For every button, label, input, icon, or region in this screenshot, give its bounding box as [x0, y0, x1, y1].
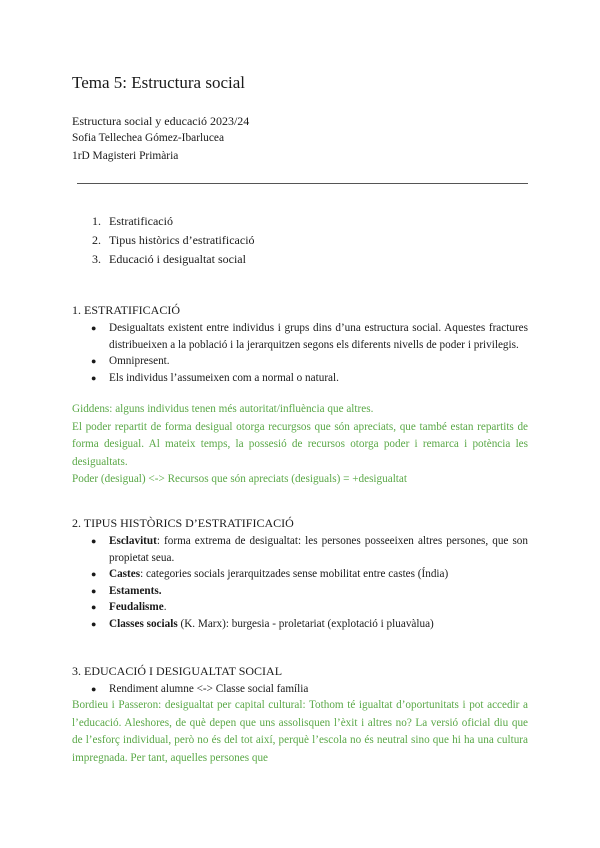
list-item: [72, 320, 528, 353]
bullet-icon: ●: [91, 372, 97, 383]
note-paragraph: Bordieu i Passeron: desigualtat per capital cultural: Tothom té igualtat d’oportunitats i pot accedir a l’educació. Aleshores, de què depen que uns assolisquen l’èxit i altres no? La versió oficial diu que de l’esforç individual, però no és del tot així, perquè l’escola no és neutral sino que hi ha una cultura impregnada. Per tant, aquelles persones que: [72, 699, 528, 764]
section-3-heading: 3. EDUCACIÓ I DESIGUALTAT SOCIAL: [72, 664, 283, 678]
list-item-text: : categories socials jerarquitzades sense mobilitat entre castes (Índia): [140, 568, 449, 580]
student-group: 1rD Magisteri Primària: [72, 150, 179, 162]
note-paragraph: El poder repartit de forma desigual otorga recurgsos que són apreciats, que també estan repartits de forma desigual. Al mateix temps, la possesió de recursos otorga poder i remarca i potència les desigualtats.: [72, 420, 528, 468]
bullet-icon: ●: [91, 684, 97, 694]
section-3-bullets: [72, 681, 528, 698]
list-item: [72, 599, 528, 616]
list-item: [72, 583, 528, 600]
list-item: [72, 681, 528, 698]
bullet-icon: ●: [91, 585, 97, 596]
bullet-icon: ●: [91, 536, 97, 546]
toc-number: 3.: [92, 252, 101, 266]
section-1-heading: 1. ESTRATIFICACIÓ: [72, 303, 181, 317]
list-item-term: Classes socials: [109, 617, 178, 630]
note-paragraph: Giddens: alguns individus tenen més autoritat/influència que altres.: [72, 403, 374, 415]
list-item-term: Estaments.: [109, 584, 162, 597]
bullet-icon: ●: [91, 569, 97, 579]
bullet-icon: ●: [91, 618, 97, 629]
bullet-icon: ●: [91, 356, 97, 366]
list-item: [72, 533, 528, 566]
note-paragraph: Poder (desigual) <-> Recursos que són apreciats (desiguals) = +desigualtat: [72, 473, 407, 485]
bullet-icon: ●: [91, 602, 97, 612]
table-of-contents: [72, 212, 255, 269]
section-1-notes: [72, 401, 528, 489]
course-name: Estructura social y educació 2023/24: [72, 114, 250, 128]
toc-item: [72, 250, 255, 269]
list-item-term: Esclavitut: [109, 535, 157, 547]
list-item-text: Rendiment alumne <-> Classe social família: [109, 683, 309, 695]
author-name: Sofia Tellechea Gómez-Ibarlucea: [72, 132, 225, 144]
section-2-bullets: [72, 533, 528, 632]
list-item-text: Omnipresent.: [109, 355, 170, 367]
toc-number: 2.: [92, 233, 101, 247]
list-item: [72, 616, 528, 633]
list-item-text: Desigualtats existent entre individus i grups dins d’una estructura social. Aquestes fractures distribueixen a la població i la jerarquitzen segons els diferents nivells de poder i privilegis.: [109, 322, 528, 351]
list-item: [72, 353, 528, 370]
list-item-text: : forma extrema de desigualtat: les persones posseeixen altres persones, que son propietat seua.: [109, 535, 528, 564]
section-3-notes: [72, 697, 528, 767]
list-item: [72, 370, 528, 387]
list-item-text: Els individus l’assumeixen com a normal o natural.: [109, 371, 339, 384]
toc-item: [72, 212, 255, 231]
toc-label: Estratificació: [109, 214, 173, 228]
toc-label: Tipus històrics d’estratificació: [109, 233, 255, 247]
toc-number: 1.: [92, 214, 101, 228]
document-title: Tema 5: Estructura social: [72, 73, 245, 92]
section-1-bullets: [72, 320, 528, 386]
list-item-term: Feudalisme: [109, 601, 164, 613]
list-item-term: Castes: [109, 568, 141, 580]
list-item-text: .: [163, 601, 167, 613]
list-item: [72, 566, 528, 583]
horizontal-divider: [77, 183, 528, 184]
toc-item: [72, 231, 255, 250]
section-2-heading: 2. TIPUS HISTÒRICS D’ESTRATIFICACIÓ: [72, 516, 294, 530]
list-item-text: (K. Marx): burgesia - proletariat (explotació i pluavàlua): [177, 617, 434, 630]
bullet-icon: ●: [91, 323, 97, 333]
toc-label: Educació i desigualtat social: [109, 252, 246, 266]
